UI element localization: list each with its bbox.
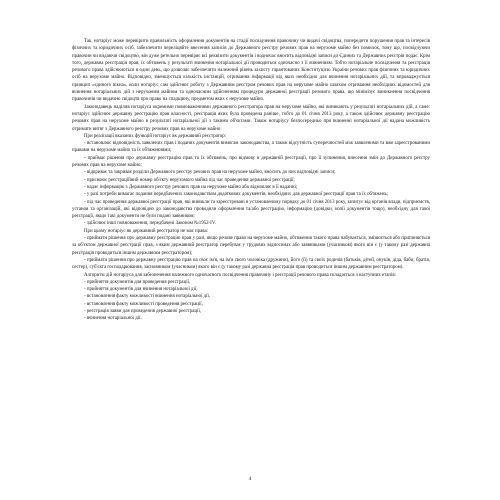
list-item-step-1: - прийняття документів для проведення реєстрації, xyxy=(84,279,191,285)
list-item-functions-2: - приймає рішення про державну реєстрацію прав та їх обтяжень, про відмову в державній реєстрації, про її зупинення, внесення змін до Державного реєстру речових прав на нерухоме майно; xyxy=(72,155,430,169)
list-item-step-2: - прийняття документів для вчинення нотаріальної дії, xyxy=(84,287,198,293)
list-item-step-6: - вчинення нотаріальної дії. xyxy=(84,316,142,322)
document-body xyxy=(72,38,430,323)
paragraph-intro: Так, нотаріус може перевірити правильність оформлення документів на стадії посвідчення правочину чи видачі свідоцтва, попередити порушення прав та інтересів фізичних та юридичних осіб, забезпечити переліцяйте внесення записів до Державного реєстру речових прав на нерухоме майно без помилок, тому що, посвідчуючи правочин чи видаючи свідоцтво, він дуже ретельно перевіряє всі реквізити документів і водночас вносить відповідні записи до Єдиних та Державних реєстрів подає. Крім того, державна реєстрація прав, їх обтяжень у результаті вчинення нотаріальної дії проводиться одночасно з її вчиненням. Тобто нотаріальне посвідчення та реєстрація речового права здійснюються в один день, що дозволяє забезпечити належний рівень захисту гарантованих Конституцією України речових прав фізичних та юридичних осіб на нерухоме майно. Відповідно, зменшується кількість інстанцій, отримання інформації від яких необхідно для вчинення нотаріальних дій, та впроваджується принцип «єдиного вікна», коли нотаріус сам здійснює роботу з Державним реєстром речових прав на нерухоме майно шляхом отримання необхідних відомостей для вчинення нотаріальних дій з нерухомим майном та одночасним здійсненням процедури державної реєстрації речового права, що мінімізує виникнення посвідчення правочинів чи видачею свідоцтв про право на спадщину, предметом яких є нерухоме майно. xyxy=(72,39,430,103)
list-item-functions-7: - під час проведення державної реєстрації прав, які виникли та зареєстровані в установленому порядку до 01 січня 2013 року, запитує від органів влади, підприємств, установ та організацій, які відповідно до законодавства проводили оформлення та/або реєстрацію, інформацію (довідки, копії документів тощо), необхідну для такої реєстрації, якщо такі документи не були подані заявником; xyxy=(72,199,430,220)
paragraph-algorithm-lead: Алгоритм дій нотаріуса для забезпечення належного одночасного посвідчення правочину і реєстрації речового права складається з наступних етапів: xyxy=(84,272,397,278)
list-item-functions-1: - встановлює відповідність заявлених прав і поданих документів вимогам законодавства, а також відсутність суперечностей між заявленими та вже зареєстрованими правами на нерухоме майно та їх обтяженнями; xyxy=(72,141,430,154)
page-number: 4 xyxy=(248,476,252,482)
list-item-step-3: - встановлення факту можливості вчинення нотаріальної дії, xyxy=(84,294,211,300)
list-item-functions-4: - присвоює реєстраційний номер об'єкту нерухомого майна під час проведення державної реєстрації; xyxy=(84,177,295,183)
paragraph-functions-lead: При реалізації вказаних функцій нотаріус як державний реєстратор: xyxy=(84,133,227,139)
list-item-functions-8: - здійснює інші повноваження, передбачені Законом №1952-IV. xyxy=(84,221,216,227)
list-item-step-5: - реєстрація заяви для проведення державної реєстрації, xyxy=(84,308,202,314)
list-item-functions-6: - у разі потреби вимагає подання передбачених законодавством додаткових документів, необхідних для державної реєстрації прав та їх обтяжень; xyxy=(84,192,389,198)
list-item-functions-3: - відкриває та закриває розділи Державного реєстру речових прав на нерухоме майно, вносить до них відповідні записи; xyxy=(84,170,336,176)
list-item-functions-5: - надає інформацію з Державного реєстру речових прав на нерухоме майно або відмовляє в її наданні; xyxy=(84,184,298,190)
list-item-restrictions-2: - приймати рішення про державну реєстрацію прав на своє ім'я, на ім'я свого чоловіка (дружини), його (її) та своїх родичів (батьків, дітей, онуків, діда, баби, братів, сестер), суб'єкта господарювання, засновником (учасником) якого він є (у такому разі державна реєстрація прав проводиться іншим державним реєстратором). xyxy=(72,257,430,271)
list-item-step-4: - встановлення факту можливості проведення реєстрації, xyxy=(84,301,203,307)
paragraph-powers: Законодавець наділив нотаріуса окремими повноваженнями державного реєстратора прав на нерухоме майно, які виникають у результаті нотаріальних дій, а саме: нотаріус здійснює державну реєстрацію прав власності, реєстрація яких була проведена раніше, тобто до 01 січня 2013 року, а також здійснює державну реєстрацію речових прав на нерухоме майно в результаті нотаріальної дії з такими об'єктами. Також нотаріусу безпосередньо при вчиненні нотаріальної дії надана можливість отримати витяг з Державного реєстру речових прав на нерухоме майно. xyxy=(72,104,430,132)
list-item-restrictions-1: - приймати рішення про державну реєстрацію прав у разі, якщо речове право на нерухоме майно, обтяження такого права набувається, змінюється або припиняється за об'єктом державної реєстрації прав, з яким державний реєстратор перебуває у трудових відносинах або заявниками (учасником) якого він є (у такому разі державна реєстрація проводиться іншим державним реєстратором); xyxy=(72,236,430,256)
paragraph-restrictions-lead: При цьому нотаріус як державний реєстратор не має права: xyxy=(84,228,209,234)
